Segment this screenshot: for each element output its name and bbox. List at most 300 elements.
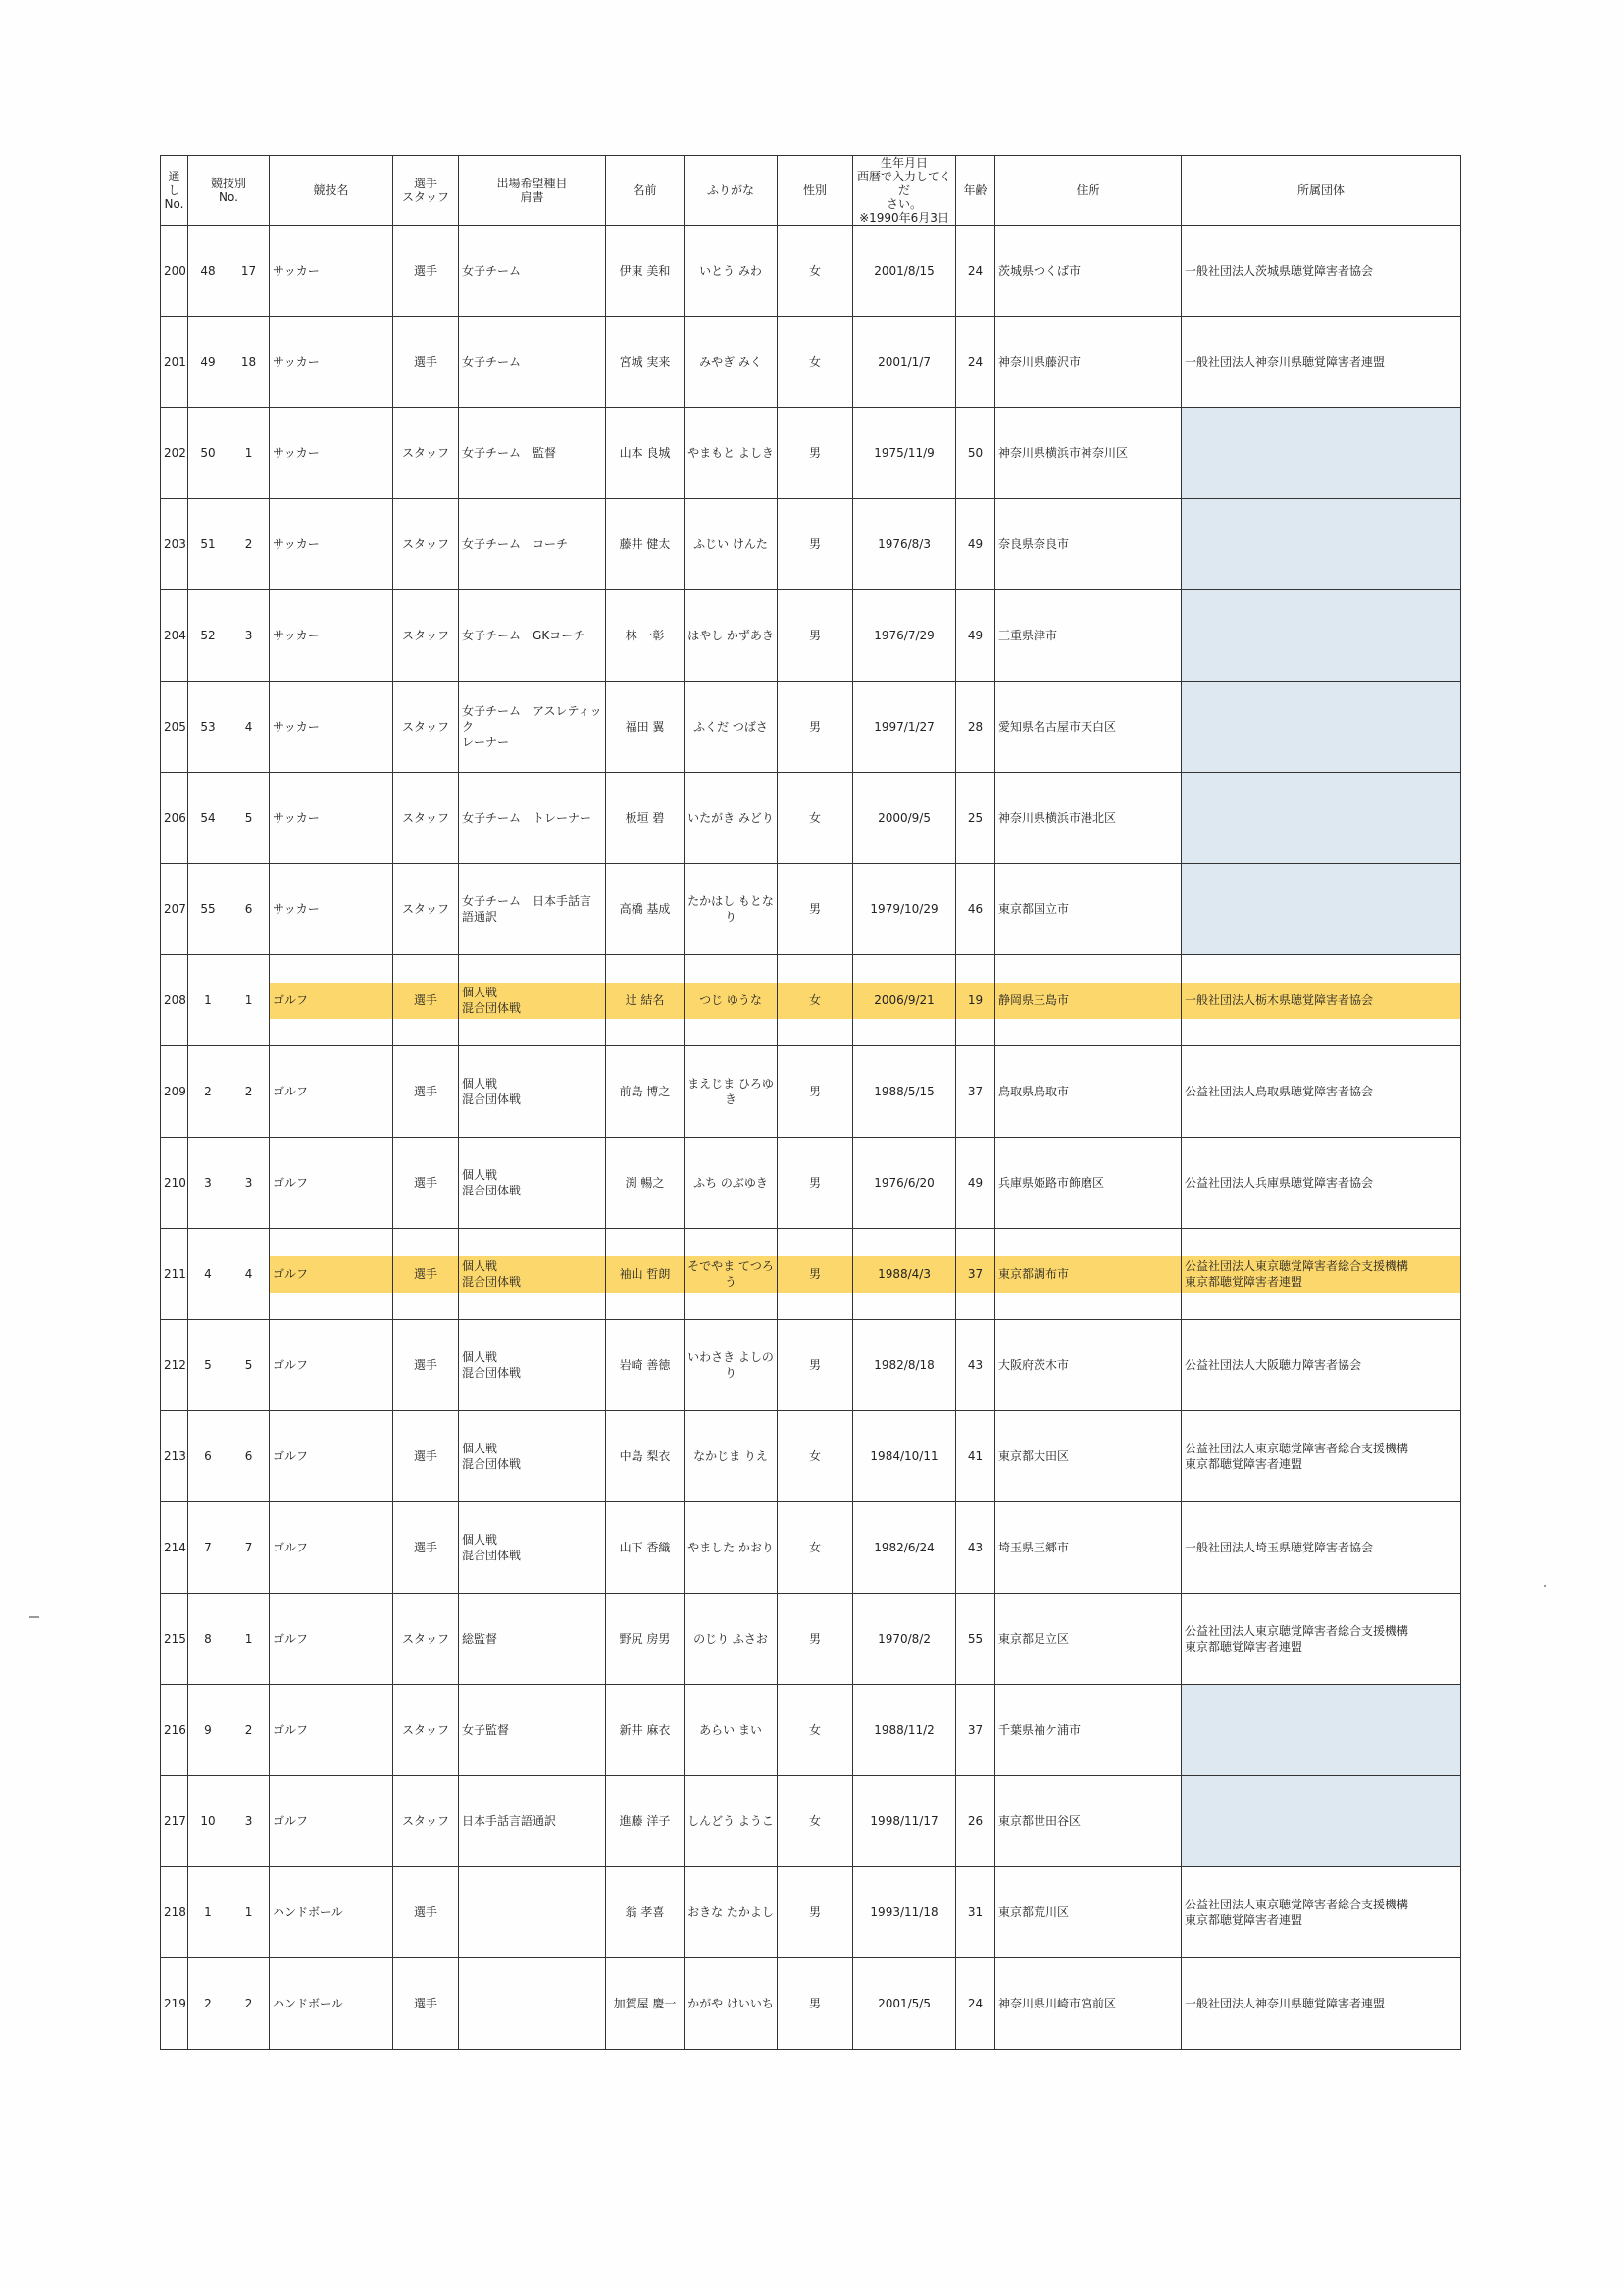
cell-event-line: レーナー [462,736,510,749]
cell-age: 37 [956,1229,995,1320]
header-kana: ふりがな [685,156,778,226]
cell-org [1182,955,1461,1046]
cell-role: スタッフ [393,499,459,590]
cell-org [1182,408,1461,499]
cell-birth: 1998/11/17 [853,1776,956,1867]
cell-org [1182,317,1461,408]
cell-sport: ゴルフ [270,1411,393,1502]
cell-address: 鳥取県鳥取市 [995,1046,1182,1138]
cell-age: 43 [956,1320,995,1411]
cell-gender: 女 [778,1502,853,1594]
cell-role: 選手 [393,1320,459,1411]
roster-body [161,226,1461,2050]
cell-event-line: 個人戦 [462,1442,498,1455]
cell-serial: 202 [161,408,188,499]
cell-address: 東京都足立区 [995,1594,1182,1685]
header-row [161,156,1461,226]
cell-gender: 男 [778,1958,853,2050]
cell-org [1182,1594,1461,1685]
cell-birth: 2001/8/15 [853,226,956,317]
cell-address: 神奈川県横浜市港北区 [995,773,1182,864]
cell-gender: 男 [778,1046,853,1138]
cell-birth: 1988/11/2 [853,1685,956,1776]
cell-birth: 1975/11/9 [853,408,956,499]
cell-event-line: 混合団体戦 [462,1366,522,1380]
cell-role: スタッフ [393,1776,459,1867]
cell-org-line: 東京都聴覚障害者連盟 [1185,1457,1303,1471]
cell-address: 東京都国立市 [995,864,1182,955]
table-row [161,1229,1461,1320]
cell-birth: 1976/6/20 [853,1138,956,1229]
cell-sport: ゴルフ [270,1138,393,1229]
cell-role: スタッフ [393,590,459,682]
cell-address: 神奈川県藤沢市 [995,317,1182,408]
cell-sport-no: 4 [228,1229,270,1320]
cell-age: 49 [956,499,995,590]
cell-event-line: 語通訳 [462,910,498,924]
cell-sport: サッカー [270,773,393,864]
cell-sport: ハンドボール [270,1867,393,1958]
cell-org [1182,682,1461,773]
cell-event-line: 個人戦 [462,1533,498,1547]
cell-org-line: 公益社団法人鳥取県聴覚障害者協会 [1185,1085,1374,1098]
cell-birth: 1976/8/3 [853,499,956,590]
cell-age: 19 [956,955,995,1046]
cell-serial: 215 [161,1594,188,1685]
cell-sport: サッカー [270,408,393,499]
header-serial: 通し No. [161,156,188,226]
cell-org [1182,1502,1461,1594]
cell-serial: 203 [161,499,188,590]
table-row [161,1776,1461,1867]
cell-org-line: 公益社団法人東京聴覚障害者総合支援機構 [1185,1259,1409,1273]
cell-sport: サッカー [270,864,393,955]
cell-event [459,317,606,408]
table-row [161,1320,1461,1411]
cell-kana: まえじま ひろゆき [685,1046,778,1138]
cell-birth: 1988/5/15 [853,1046,956,1138]
cell-sport-no: 2 [228,1685,270,1776]
cell-sport: ゴルフ [270,1685,393,1776]
cell-serial: 219 [161,1958,188,2050]
table-row [161,1138,1461,1229]
cell-age: 37 [956,1685,995,1776]
cell-name: 岩崎 善徳 [606,1320,685,1411]
cell-event [459,1685,606,1776]
cell-org-line: 一般社団法人茨城県聴覚障害者協会 [1185,264,1374,278]
cell-kana: たかはし もとなり [685,864,778,955]
cell-event-no: 5 [188,1320,228,1411]
cell-age: 31 [956,1867,995,1958]
cell-name: 渕 暢之 [606,1138,685,1229]
cell-address: 埼玉県三郷市 [995,1502,1182,1594]
cell-event-line: 女子チーム コーチ [462,537,569,551]
cell-sport: サッカー [270,590,393,682]
cell-event-no: 1 [188,1867,228,1958]
cell-event [459,499,606,590]
table-row [161,955,1461,1046]
table-row [161,1685,1461,1776]
cell-event [459,1229,606,1320]
cell-role: 選手 [393,226,459,317]
cell-age: 24 [956,226,995,317]
cell-gender: 女 [778,317,853,408]
cell-gender: 女 [778,955,853,1046]
table-row [161,1046,1461,1138]
cell-age: 24 [956,1958,995,2050]
cell-event [459,864,606,955]
cell-address: 神奈川県横浜市神奈川区 [995,408,1182,499]
cell-age: 26 [956,1776,995,1867]
cell-event-no: 53 [188,682,228,773]
cell-event-line: 混合団体戦 [462,1275,522,1289]
cell-birth: 2001/1/7 [853,317,956,408]
cell-kana: のじり ふさお [685,1594,778,1685]
cell-kana: かがや けいいち [685,1958,778,2050]
cell-event-no: 2 [188,1046,228,1138]
cell-age: 49 [956,1138,995,1229]
cell-org [1182,499,1461,590]
cell-org [1182,590,1461,682]
table-row [161,317,1461,408]
cell-kana: つじ ゆうな [685,955,778,1046]
cell-event-line: 個人戦 [462,986,498,999]
cell-serial: 211 [161,1229,188,1320]
cell-serial: 217 [161,1776,188,1867]
cell-serial: 204 [161,590,188,682]
cell-event-line: 女子チーム [462,264,522,278]
header-role: 選手 スタッフ [393,156,459,226]
cell-sport-no: 5 [228,773,270,864]
cell-sport-no: 18 [228,317,270,408]
cell-event-line: 個人戦 [462,1077,498,1091]
cell-name: 辻 結名 [606,955,685,1046]
cell-event [459,1411,606,1502]
cell-event-line: 女子監督 [462,1723,510,1737]
cell-event-line: 女子チーム 監督 [462,446,557,460]
cell-address: 大阪府茨木市 [995,1320,1182,1411]
cell-gender: 男 [778,864,853,955]
cell-kana: ふじい けんた [685,499,778,590]
cell-gender: 女 [778,773,853,864]
cell-event-line: 混合団体戦 [462,1549,522,1562]
cell-kana: ふくだ つばさ [685,682,778,773]
cell-event [459,1046,606,1138]
cell-kana: いわさき よしのり [685,1320,778,1411]
cell-birth: 1997/1/27 [853,682,956,773]
cell-sport-no: 2 [228,1046,270,1138]
cell-serial: 201 [161,317,188,408]
cell-name: 宮城 実来 [606,317,685,408]
cell-event-no: 7 [188,1502,228,1594]
cell-event-no: 9 [188,1685,228,1776]
cell-name: 翁 孝喜 [606,1867,685,1958]
cell-birth: 1970/8/2 [853,1594,956,1685]
cell-event-line: 混合団体戦 [462,1457,522,1471]
cell-address: 三重県津市 [995,590,1182,682]
header-event: 出場希望種目 肩書 [459,156,606,226]
cell-birth: 1984/10/11 [853,1411,956,1502]
cell-event-no: 48 [188,226,228,317]
cell-sport-no: 3 [228,1138,270,1229]
cell-event-line: 混合団体戦 [462,1001,522,1015]
cell-sport: ゴルフ [270,955,393,1046]
cell-org [1182,864,1461,955]
cell-serial: 214 [161,1502,188,1594]
cell-birth: 2000/9/5 [853,773,956,864]
cell-event-no: 55 [188,864,228,955]
cell-role: スタッフ [393,1594,459,1685]
cell-org-line: 東京都聴覚障害者連盟 [1185,1640,1303,1653]
cell-role: スタッフ [393,1685,459,1776]
cell-address: 東京都調布市 [995,1229,1182,1320]
cell-kana: いたがき みどり [685,773,778,864]
cell-org [1182,1958,1461,2050]
cell-sport-no: 3 [228,590,270,682]
cell-event-no: 8 [188,1594,228,1685]
cell-age: 25 [956,773,995,864]
cell-role: スタッフ [393,864,459,955]
cell-serial: 207 [161,864,188,955]
cell-sport-no: 4 [228,682,270,773]
cell-address: 兵庫県姫路市飾磨区 [995,1138,1182,1229]
cell-sport-no: 2 [228,499,270,590]
cell-gender: 男 [778,1594,853,1685]
cell-sport: ゴルフ [270,1046,393,1138]
cell-event [459,1594,606,1685]
cell-org [1182,1685,1461,1776]
cell-gender: 男 [778,408,853,499]
cell-org [1182,773,1461,864]
cell-birth: 1976/7/29 [853,590,956,682]
cell-gender: 男 [778,682,853,773]
cell-role: 選手 [393,955,459,1046]
cell-event-no: 6 [188,1411,228,1502]
cell-org-line: 一般社団法人神奈川県聴覚障害者連盟 [1185,355,1386,369]
cell-event-no: 49 [188,317,228,408]
cell-sport: ゴルフ [270,1320,393,1411]
cell-sport: ゴルフ [270,1776,393,1867]
cell-name: 林 一彰 [606,590,685,682]
cell-event-line: 総監督 [462,1632,498,1646]
cell-sport-no: 7 [228,1502,270,1594]
cell-serial: 200 [161,226,188,317]
cell-name: 加賀屋 慶一 [606,1958,685,2050]
cell-event [459,1320,606,1411]
cell-event-no: 51 [188,499,228,590]
cell-kana: ふち のぶゆき [685,1138,778,1229]
cell-age: 43 [956,1502,995,1594]
cell-role: 選手 [393,1411,459,1502]
cell-address: 静岡県三島市 [995,955,1182,1046]
header-sport: 競技名 [270,156,393,226]
cell-gender: 女 [778,1776,853,1867]
cell-name: 伊東 美和 [606,226,685,317]
cell-sport: サッカー [270,499,393,590]
cell-role: 選手 [393,1138,459,1229]
cell-event [459,226,606,317]
cell-sport: サッカー [270,317,393,408]
cell-org-line: 公益社団法人東京聴覚障害者総合支援機構 [1185,1442,1409,1455]
cell-sport: ゴルフ [270,1594,393,1685]
cell-name: 山本 良城 [606,408,685,499]
cell-event-line: 女子チーム 日本手話言 [462,894,592,908]
cell-org [1182,1138,1461,1229]
cell-birth: 1988/4/3 [853,1229,956,1320]
cell-age: 37 [956,1046,995,1138]
cell-sport-no: 1 [228,955,270,1046]
scan-mark [1544,1585,1546,1587]
cell-kana: いとう みわ [685,226,778,317]
cell-sport-no: 1 [228,408,270,499]
cell-kana: やまもと よしき [685,408,778,499]
cell-org-line: 東京都聴覚障害者連盟 [1185,1275,1303,1289]
cell-sport: ゴルフ [270,1229,393,1320]
cell-role: 選手 [393,317,459,408]
cell-event-line: 女子チーム アスレティック [462,704,602,734]
cell-event-line: 女子チーム GKコーチ [462,629,585,642]
cell-address: 千葉県袖ケ浦市 [995,1685,1182,1776]
table-row [161,226,1461,317]
roster-table [160,155,1461,2050]
cell-event [459,955,606,1046]
cell-sport-no: 2 [228,1958,270,2050]
cell-name: 前島 博之 [606,1046,685,1138]
cell-event [459,1502,606,1594]
cell-kana: なかじま りえ [685,1411,778,1502]
cell-event-no: 1 [188,955,228,1046]
cell-gender: 女 [778,1411,853,1502]
cell-name: 新井 麻衣 [606,1685,685,1776]
cell-address: 東京都荒川区 [995,1867,1182,1958]
cell-org-line: 公益社団法人東京聴覚障害者総合支援機構 [1185,1624,1409,1638]
cell-role: スタッフ [393,682,459,773]
table-row [161,1594,1461,1685]
cell-serial: 218 [161,1867,188,1958]
cell-event [459,408,606,499]
cell-event-no: 4 [188,1229,228,1320]
cell-age: 55 [956,1594,995,1685]
header-age: 年齢 [956,156,995,226]
cell-kana: おきな たかよし [685,1867,778,1958]
cell-event-line: 個人戦 [462,1168,498,1182]
cell-org [1182,1411,1461,1502]
cell-birth: 1982/8/18 [853,1320,956,1411]
cell-serial: 216 [161,1685,188,1776]
cell-kana: あらい まい [685,1685,778,1776]
cell-sport-no: 1 [228,1594,270,1685]
roster-sheet [160,155,1460,2050]
cell-address: 東京都世田谷区 [995,1776,1182,1867]
cell-serial: 206 [161,773,188,864]
table-row [161,1502,1461,1594]
table-row [161,1411,1461,1502]
cell-event-no: 52 [188,590,228,682]
cell-age: 49 [956,590,995,682]
cell-event-line: 個人戦 [462,1259,498,1273]
cell-event [459,1776,606,1867]
cell-gender: 女 [778,1685,853,1776]
cell-gender: 男 [778,590,853,682]
cell-event-line: 混合団体戦 [462,1093,522,1106]
header-address: 住所 [995,156,1182,226]
cell-event [459,1867,606,1958]
cell-org [1182,1046,1461,1138]
cell-address: 奈良県奈良市 [995,499,1182,590]
cell-event-no: 2 [188,1958,228,2050]
cell-sport-no: 1 [228,1867,270,1958]
cell-org-line: 公益社団法人兵庫県聴覚障害者協会 [1185,1176,1374,1190]
table-row [161,408,1461,499]
cell-serial: 205 [161,682,188,773]
cell-sport: サッカー [270,682,393,773]
cell-role: 選手 [393,1046,459,1138]
cell-name: 藤井 健太 [606,499,685,590]
cell-age: 28 [956,682,995,773]
cell-serial: 209 [161,1046,188,1138]
cell-event-no: 54 [188,773,228,864]
cell-org [1182,1320,1461,1411]
table-row [161,682,1461,773]
cell-name: 中島 梨衣 [606,1411,685,1502]
cell-age: 24 [956,317,995,408]
cell-gender: 男 [778,1867,853,1958]
cell-kana: みやぎ みく [685,317,778,408]
table-row [161,1867,1461,1958]
cell-event [459,590,606,682]
cell-event [459,682,606,773]
cell-address: 愛知県名古屋市天白区 [995,682,1182,773]
cell-name: 進藤 洋子 [606,1776,685,1867]
header-org: 所属団体 [1182,156,1461,226]
cell-event-line: 女子チーム トレーナー [462,811,592,825]
cell-sport: サッカー [270,226,393,317]
cell-serial: 213 [161,1411,188,1502]
cell-org [1182,1776,1461,1867]
header-birth: 生年月日 西暦で入力してくだ さい。 ※1990年6月3日 [853,156,956,226]
cell-event-line: 日本手話言語通訳 [462,1814,557,1828]
cell-name: 高橋 基成 [606,864,685,955]
cell-kana: しんどう ようこ [685,1776,778,1867]
cell-gender: 女 [778,226,853,317]
cell-serial: 210 [161,1138,188,1229]
cell-org-line: 一般社団法人栃木県聴覚障害者協会 [1185,993,1374,1007]
cell-name: 野尻 房男 [606,1594,685,1685]
cell-name: 山下 香織 [606,1502,685,1594]
cell-serial: 208 [161,955,188,1046]
cell-sport-no: 5 [228,1320,270,1411]
cell-birth: 1979/10/29 [853,864,956,955]
table-row [161,590,1461,682]
cell-role: 選手 [393,1229,459,1320]
cell-org [1182,1229,1461,1320]
cell-event [459,1138,606,1229]
cell-org-line: 公益社団法人大阪聴力障害者協会 [1185,1358,1362,1372]
table-row [161,1958,1461,2050]
cell-name: 板垣 碧 [606,773,685,864]
cell-address: 東京都大田区 [995,1411,1182,1502]
cell-org-line: 東京都聴覚障害者連盟 [1185,1913,1303,1927]
cell-birth: 2006/9/21 [853,955,956,1046]
cell-org [1182,226,1461,317]
cell-kana: はやし かずあき [685,590,778,682]
cell-event-line: 女子チーム [462,355,522,369]
cell-address: 神奈川県川崎市宮前区 [995,1958,1182,2050]
table-row [161,499,1461,590]
header-name: 名前 [606,156,685,226]
cell-gender: 男 [778,1138,853,1229]
cell-serial: 212 [161,1320,188,1411]
